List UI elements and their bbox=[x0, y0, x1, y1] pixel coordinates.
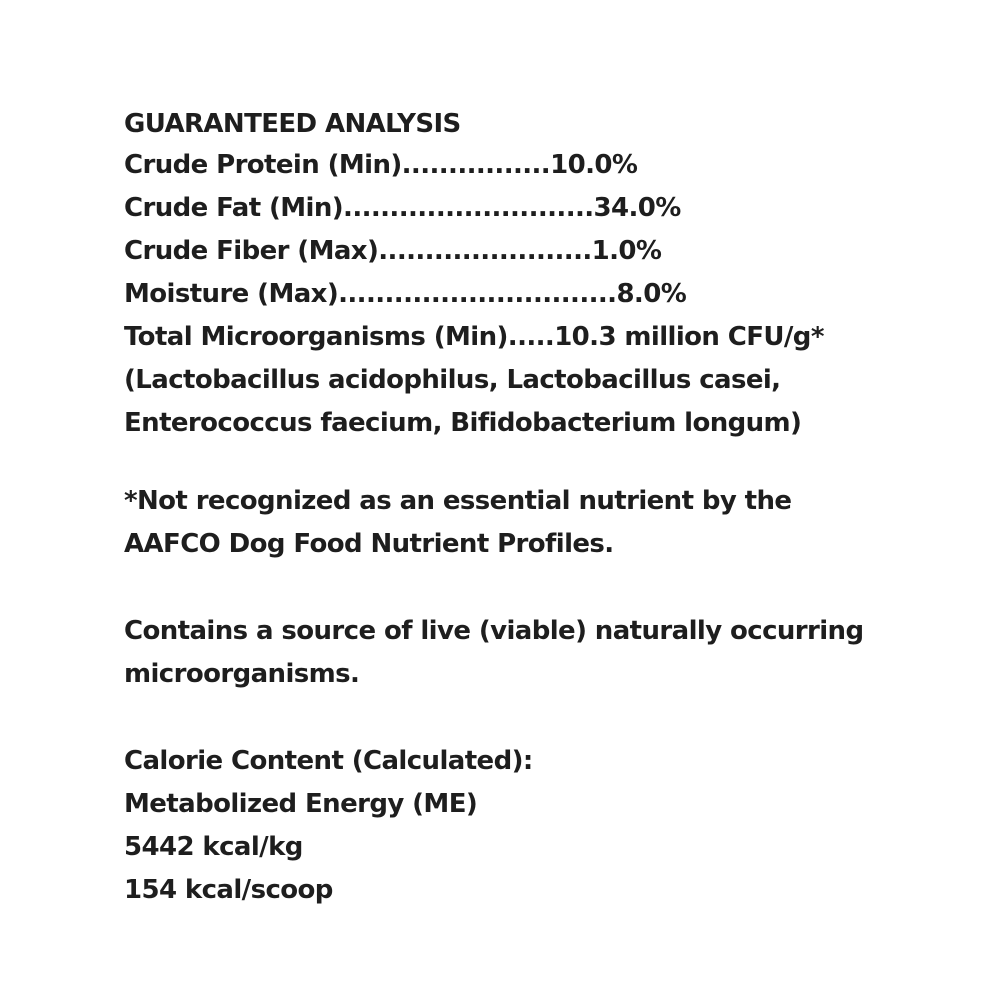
spacer bbox=[124, 696, 974, 740]
analysis-heading: GUARANTEED ANALYSIS bbox=[124, 109, 461, 139]
calorie-content-heading: Calorie Content (Calculated): bbox=[124, 746, 533, 776]
calories-per-kg: 5442 kcal/kg bbox=[124, 832, 303, 862]
organisms-list-line-2: Enterococcus faecium, Bifidobacterium longum) bbox=[124, 408, 802, 438]
dot-leader: ................ bbox=[401, 150, 551, 180]
guaranteed-analysis-panel bbox=[124, 104, 974, 912]
metabolized-energy-label: Metabolized Energy (ME) bbox=[124, 789, 478, 819]
analysis-row-value: 8.0% bbox=[616, 279, 687, 309]
analysis-row-total-microorganisms bbox=[124, 316, 974, 359]
analysis-row-value: 10.0% bbox=[550, 150, 638, 180]
analysis-row-crude-protein bbox=[124, 144, 974, 187]
dot-leader: ....................... bbox=[378, 236, 592, 266]
analysis-row-label: Crude Fiber (Max) bbox=[124, 236, 379, 266]
analysis-row-value: 1.0% bbox=[591, 236, 662, 266]
footnote-line-1: *Not recognized as an essential nutrient by the bbox=[124, 486, 792, 516]
dot-leader: ..... bbox=[507, 322, 555, 352]
analysis-row-moisture bbox=[124, 273, 974, 316]
analysis-row-crude-fat bbox=[124, 187, 974, 230]
statement-line-1: Contains a source of live (viable) naturally occurring bbox=[124, 616, 864, 646]
analysis-row-label: Crude Protein (Min) bbox=[124, 150, 402, 180]
spacer bbox=[124, 566, 974, 610]
statement-line-2: microorganisms. bbox=[124, 659, 360, 689]
dot-leader: .............................. bbox=[338, 279, 617, 309]
analysis-row-value: 34.0% bbox=[593, 193, 681, 223]
organisms-list-line-1: (Lactobacillus acidophilus, Lactobacillus casei, bbox=[124, 365, 781, 395]
analysis-row-value: 10.3 million CFU/g* bbox=[554, 322, 824, 352]
analysis-row-label: Crude Fat (Min) bbox=[124, 193, 344, 223]
analysis-row-label: Moisture (Max) bbox=[124, 279, 339, 309]
analysis-row-label: Total Microorganisms (Min) bbox=[124, 322, 508, 352]
dot-leader: ........................... bbox=[343, 193, 594, 223]
spacer bbox=[124, 445, 974, 480]
footnote-line-2: AAFCO Dog Food Nutrient Profiles. bbox=[124, 529, 614, 559]
analysis-row-crude-fiber bbox=[124, 230, 974, 273]
calories-per-scoop: 154 kcal/scoop bbox=[124, 875, 333, 905]
